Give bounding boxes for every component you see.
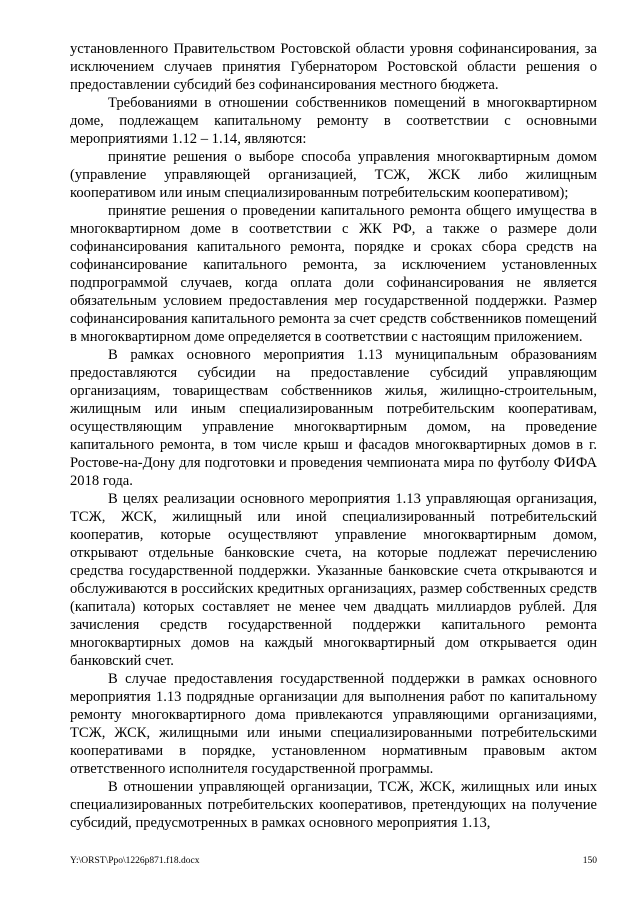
- document-body: [70, 40, 597, 832]
- paragraph-contractors: В случае предоставления государственной поддержки в рамках основного мероприятия 1.13 подрядные организации для выполнения работ по капитальному ремонту многоквартирного дома привлекаются управляющими организациями, ТСЖ, ЖСК, жилищными или иными специализированными потребительскими кооперативами в порядке, установленном нормативным правовым актом ответственного исполнителя государственной программы.: [70, 671, 597, 777]
- paragraph-continuation: установленного Правительством Ростовской области уровня софинансирования, за исключением случаев принятия Губернатором Ростовской области решения о предоставлении субсидий без софинансирования местного бюджета.: [70, 41, 597, 93]
- paragraph-owner-requirements: Требованиями в отношении собственников помещений в многоквартирном доме, подлежащем капитальному ремонту в соответствии с основными мероприятиями 1.12 – 1.14, являются:: [70, 95, 597, 147]
- paragraph-management-decision: принятие решения о выборе способа управления многоквартирным домом (управление управляющей организацией, ТСЖ, ЖСК либо жилищным кооперативом или иным специализированным потребительским кооперативом);: [70, 149, 597, 201]
- paragraph-applicants: В отношении управляющей организации, ТСЖ, ЖСК, жилищных или иных специализированных потребительских кооперативов, претендующих на получение субсидий, предусмотренных в рамках основного мероприятия 1.13,: [70, 779, 597, 831]
- paragraph-bank-accounts: В целях реализации основного мероприятия 1.13 управляющая организация, ТСЖ, ЖСК, жилищный или иной специализированный потребительский кооператив, которые осуществляют управление многоквартирным домом, открывают отдельные банковские счета, на которые подлежат перечислению средства государственной поддержки. Указанные банковские счета открываются и обслуживаются в российских кредитных организациях, размер собственных средств (капитала) которых составляет не менее чем двадцать миллиардов рублей. Для зачисления средств государственной поддержки капитального ремонта многоквартирных домов на каждый многоквартирный дом открывается один банковский счет.: [70, 491, 597, 669]
- paragraph-repair-decision: принятие решения о проведении капитального ремонта общего имущества в многоквартирном доме в соответствии с ЖК РФ, а также о размере доли софинансирования капитального ремонта, порядке и сроках сбора средств на софинансирование капитального ремонта, за исключением установленных подпрограммой случаев, когда оплата доли софинансирования не является обязательным условием предоставления мер государственной поддержки. Размер софинансирования капитального ремонта за счет средств собственников помещений в многоквартирном доме определяется в соответствии с настоящим приложением.: [70, 203, 597, 345]
- footer-file-path: Y:\ORST\Ppo\1226p871.f18.docx: [70, 856, 200, 866]
- footer-page-number: 150: [582, 856, 597, 866]
- page-footer: [70, 855, 597, 867]
- paragraph-measure-113: В рамках основного мероприятия 1.13 муниципальным образованиям предоставляются субсидии на предоставление субсидий управляющим организациям, товариществам собственников жилья, жилищно-строительным, жилищным или иным специализированным потребительским кооперативам, осуществляющим управление многоквартирным домом, на проведение капитального ремонта, в том числе крыш и фасадов многоквартирных домов в г. Ростове-на-Дону для подготовки и проведения чемпионата мира по футболу ФИФА 2018 года.: [70, 347, 597, 489]
